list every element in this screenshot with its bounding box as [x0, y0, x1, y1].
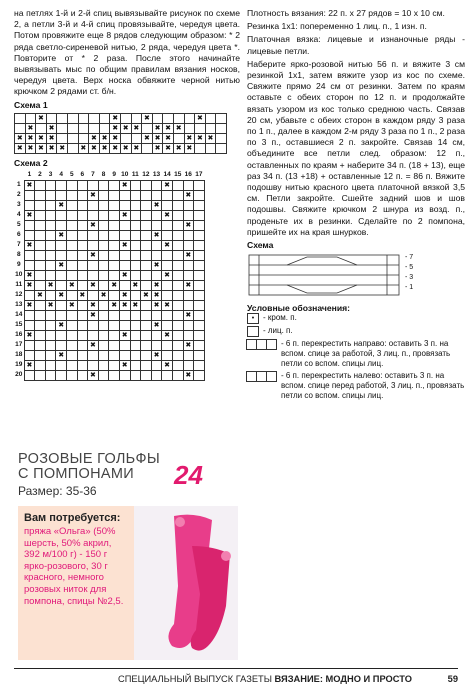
scheme2-row: 11 ✖ ✖ ✖ ✖ ✖ ✖ ✖ ✖ [14, 280, 204, 290]
scheme-row-number: - 7 [405, 254, 414, 262]
rib-text: Резинка 1х1: попеременно 1 лиц. п., 1 изн. п. [247, 21, 427, 32]
page-number: 59 [447, 674, 458, 684]
title-line2: С ПОМПОНАМИ [18, 466, 134, 482]
scheme1-grid [14, 113, 227, 154]
scheme2-row: 7 ✖ ✖ ✖ [14, 240, 204, 250]
scheme2-row: 5 ✖ ✖ [14, 220, 204, 230]
scheme-row-numbers [405, 253, 413, 293]
scheme2-grid [14, 171, 205, 381]
scheme1-label: Схема 1 [14, 99, 48, 110]
page-footer [0, 668, 472, 690]
scheme-label: Схема [247, 240, 274, 251]
scheme2-row: 4 ✖ ✖ ✖ [14, 210, 204, 220]
scheme2-row: 20 ✖ ✖ [14, 370, 204, 380]
title-line1: РОЗОВЫЕ ГОЛЬФЫ [18, 451, 160, 467]
scheme2-row: 12 ✖ ✖ ✖ ✖ ✖ ✖ ✖ [14, 290, 204, 300]
scheme2-row: 13 ✖ ✖ ✖ ✖ ✖ ✖ ✖ ✖ ✖ [14, 300, 204, 310]
instructions-paragraph: на петлях 1-й и 2-й спиц вывязывайте рисунок по схеме 2, а петли 3-й и 4-й спиц провязывайте, чередуя цвета. Потом провяжите еще 8 рядов следующим образом: * 2 ряда светло-сиреневой нитью, 2 ряда, чередуя цвета *. Повторите от * 2 раза. После этого начинайте вывязывать мыс по общим правилам вязания носков, чередуя цвета. Верх носка обвяжите черной нитью крючком 2 рядами ст. б/н. [14, 8, 240, 97]
density-text: Плотность вязания: 22 п. х 27 рядов = 10 х 10 см. [247, 8, 445, 18]
scheme2-row: 17 ✖ ✖ [14, 340, 204, 350]
scheme1-row [15, 123, 227, 133]
scheme1-row [15, 113, 227, 123]
legend-item-edge: • - кром. п. [247, 313, 465, 324]
scheme-row-number: - 1 [405, 284, 414, 292]
pattern-title [18, 452, 160, 482]
scheme2-row: 1 ✖ ✖ ✖ [14, 180, 204, 190]
cable-scheme-chart [247, 253, 407, 299]
scheme2-row: 19 ✖ ✖ ✖ [14, 360, 204, 370]
scheme-row-number: - 3 [405, 274, 414, 282]
scheme2-row: 14 ✖ ✖ [14, 310, 204, 320]
size-text: Размер: 35-36 [18, 484, 97, 498]
scheme2-row: 6 ✖ ✖ [14, 230, 204, 240]
footer-text: СПЕЦИАЛЬНЫЙ ВЫПУСК ГАЗЕТЫ ВЯЗАНИЕ: МОДНО И ПРОСТО [118, 674, 412, 684]
scheme-row-number: - 5 [405, 264, 414, 272]
scheme2-row: 3 ✖ ✖ [14, 200, 204, 210]
legend-item-cross-left: - 6 п. перекрестить налево: оставить 3 п. на вспом. спице перед работой, 3 лиц. п., провязать петли со вспом. спицы лиц. [247, 371, 465, 401]
right-column [247, 8, 465, 403]
cable-scheme [247, 253, 465, 299]
scheme2-row: 2 ✖ ✖ [14, 190, 204, 200]
knit-stitch-icon [247, 326, 259, 337]
garter-text: Платочная вязка: лицевые и изнаночные ряды - лицевые петли. [247, 34, 465, 56]
legend-item-cross-right: - 6 п. перекрестить направо: оставить 3 п. на вспом. спице за работой, 3 лиц. п., провязать петли со вспом. спицы лиц. [247, 339, 465, 369]
scheme2-header: 1 2 3 4 5 6 7 8 9 10 11 12 13 14 15 16 17 [27, 171, 203, 179]
model-number-badge: 24 [174, 460, 203, 490]
cross-left-icon [247, 371, 277, 382]
left-column [14, 8, 240, 385]
scheme2-row: 16 ✖ ✖ ✖ [14, 330, 204, 340]
socks-photo [134, 506, 238, 660]
instructions-body: Наберите ярко-розовой нитью 56 п. и вяжите 3 см резинкой 1х1, затем вяжите узор из кос по схеме. Свяжите прямо 24 см от резинки. Затем по краям оставьте с обеих сторон по 12 п. и продолжайте вязать узором из кос только среднюю часть. Связав 20 см, убавьте с обеих сторон в каждом ряду 3 раза по 1 п., далее в каждом 2-м ряду 3 раза по 1 п., 2 раза по 3 п., оставшиеся 2 п. закройте. Связав 14 см, объедините все петли след. образом: 12 п., оставленных по краям + наберите 34 п. (18 + 13), еще раз 34 п. (13 +18) + оставленные 12 п. = 86 п. Вяжите подошву нитью красного цвета платочной вязкой 3,5 см. Петли закройте. Сшейте задний шов и шов подошвы. Свяжите крючком 2 шнура из возд. п., проденьте их в резинки. Сделайте по 2 помпона, пришейте их на края шнурков. [247, 58, 465, 237]
scheme1-row [15, 133, 227, 143]
legend [247, 303, 465, 401]
legend-item-knit: - лиц. п. [247, 326, 465, 337]
materials-heading: Вам потребуется: [24, 512, 121, 524]
scheme2-row: 15 ✖ ✖ [14, 320, 204, 330]
scheme2-row: 18 ✖ ✖ [14, 350, 204, 360]
edge-stitch-icon: • [247, 313, 259, 324]
materials-text: пряжа «Ольга» (50% шерсть, 50% акрил, 392 м/100 г) - 150 г ярко-розового, 30 г красного, немного розовых ниток для помпона, спицы №2,5. [24, 526, 124, 607]
legend-title: Условные обозначения: [247, 303, 350, 314]
materials-box [18, 506, 134, 660]
scheme2-row: 9 ✖ ✖ [14, 260, 204, 270]
cross-right-icon [247, 339, 277, 350]
scheme2-row: 10 ✖ ✖ ✖ [14, 270, 204, 280]
pink-socks-image [134, 506, 238, 660]
scheme1-row [15, 143, 227, 153]
scheme2-row: 8 ✖ ✖ [14, 250, 204, 260]
scheme2-label: Схема 2 [14, 157, 48, 168]
